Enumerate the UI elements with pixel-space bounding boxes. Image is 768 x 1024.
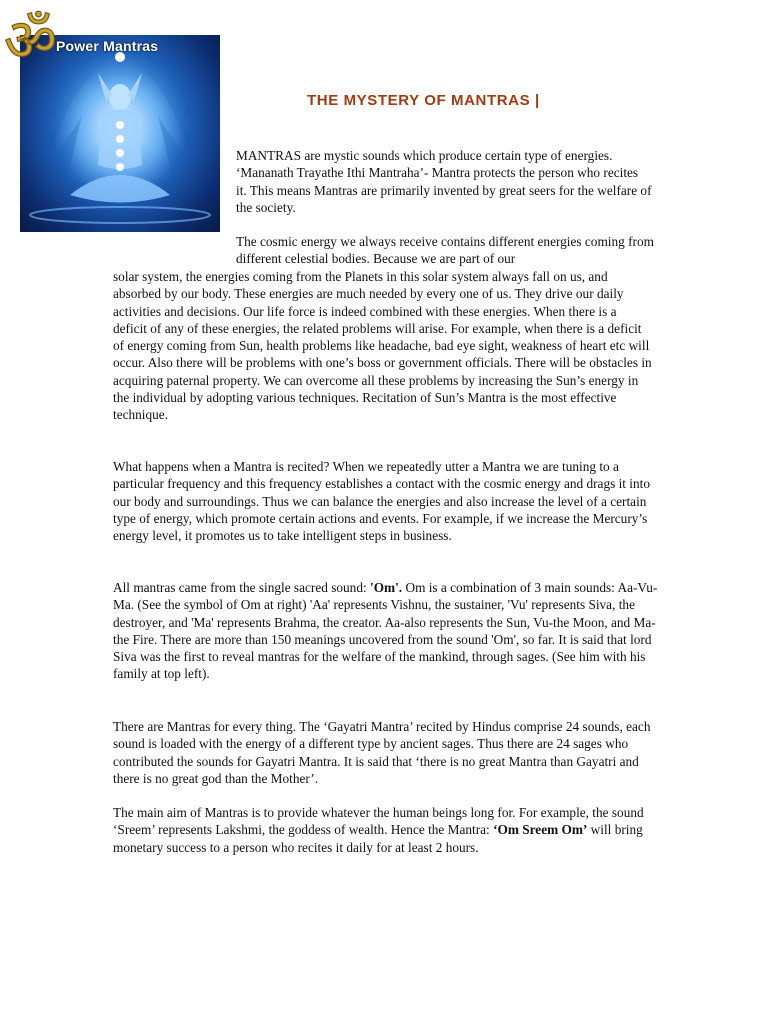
paragraph-gayatri: There are Mantras for every thing. The ‘Gayatri Mantra’ recited by Hindus comprise 24 sounds, each sound is loaded with the energy of a different type by ancient sages. Thus there are 24 sages who contributed the sounds for Gayatri Mantra. It is said that ‘there is no great Mantra than Gayatri and there is no great god than the Mother’.: [113, 719, 651, 786]
paragraph-recitation: What happens when a Mantra is recited? When we repeatedly utter a Mantra we are tuning to a particular frequency and this frequency establishes a contact with the cosmic energy and drags it into our body and surroundings. Thus we can balance the energies and also increase the level of a certain type of energy, which promote certain actions and events. For example, if we increase the Mercury’s energy level, it promotes us to take intelligent steps in business.: [113, 459, 650, 543]
paragraph-om: [113, 579, 659, 683]
mantra-bold: ‘Om Sreem Om’: [493, 822, 588, 838]
main-aim-text-after: will bring monetary success to a person who recites it daily for at least 2 hours.: [113, 822, 643, 855]
om-bold: 'Om'.: [370, 580, 403, 595]
poster-title: Power Mantras: [56, 38, 159, 54]
paragraph-main-aim: [113, 804, 653, 856]
om-text-before: All mantras came from the single sacred sound:: [113, 580, 370, 595]
om-glyph: ॐ: [4, 6, 57, 74]
paragraph-cosmic-energy: solar system, the energies coming from the Planets in this solar system always fall on us, and absorbed by our body. These energies are much needed by every one of us. They drive our daily activities and decisions. Our life force is indeed combined with these energies. When there is a deficit of any of these energies, the related problems will arise. For example, when there is a deficit of energy coming from Sun, health problems like headache, bad eye sight, weakness of heart etc will occur. Also there will be problems with one’s boss or government officials. There will be obstacles in acquiring paternal property. We can overcome all these problems by increasing the Sun’s energy in the individual by adopting various techniques. Recitation of Sun’s Mantra is the most effective technique.: [113, 269, 652, 422]
main-aim-text-before: The main aim of Mantras is to provide whatever the human beings long for. For example, the sound ‘Sreem’ represents Lakshmi, the goddess of wealth. Hence the Mantra:: [113, 805, 644, 838]
om-text-after: Om is a combination of 3 main sounds: Aa-Vu-Ma. (See the symbol of Om at right) 'Aa' represents Vishnu, the sustainer, 'Vu' represents Siva, the destroyer, and 'Ma' represents Brahma, the creator. Aa-also represents the Sun, Vu-the Moon, and Ma-the Fire. There are more than 150 meanings uncovered from the sound 'Om', so far. It is said that lord Siva was the first to reveal mantras for the welfare of the mankind, through sages. (See him with his family at top left).: [113, 580, 658, 682]
page-title: THE MYSTERY OF MANTRAS |: [307, 92, 540, 109]
paragraph-intro: MANTRAS are mystic sounds which produce certain type of energies. ‘Mananath Trayathe Ithi Mantraha’- Mantra protects the person who recites it. This means Mantras are primarily invented by great seers for the welfare of the society.: [236, 148, 652, 215]
om-symbol-icon: [0, 0, 72, 76]
paragraph-cosmic-energy-first-lines: The cosmic energy we always receive contains different energies coming from different celestial bodies. Because we are part of our: [236, 234, 654, 267]
